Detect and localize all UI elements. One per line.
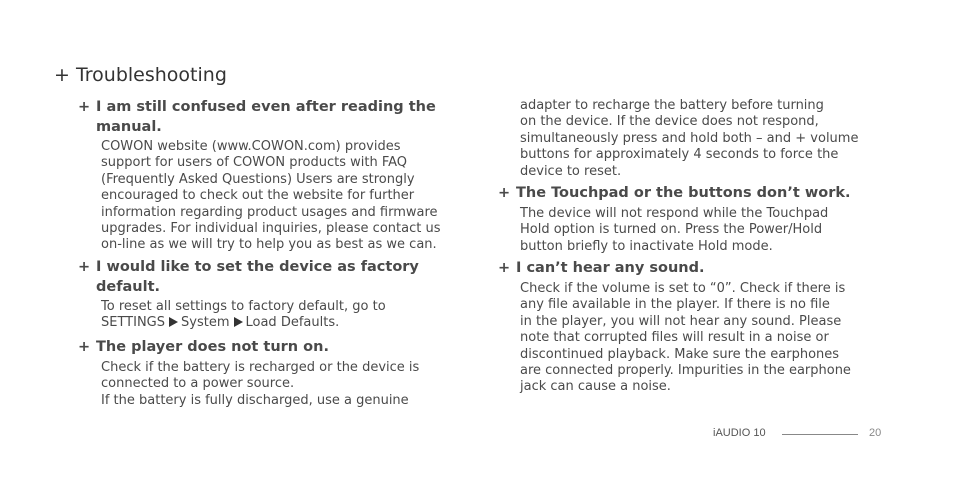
question-text: The Touchpad or the buttons don’t work.	[516, 185, 851, 201]
answer-line: encouraged to check out the website for further	[101, 188, 415, 204]
page-heading: + Troubleshooting	[54, 64, 227, 86]
faq-question-touchpad	[498, 183, 851, 203]
answer-line: Check if the battery is recharged or the device is	[101, 360, 420, 375]
answer-line: buttons for approximately 4 seconds to force the	[520, 147, 839, 163]
answer-line: in the player, you will not hear any sound. Please	[520, 313, 842, 329]
question-text: manual.	[96, 119, 162, 135]
question-text: The player does not turn on.	[96, 339, 329, 355]
bullet-plus: +	[78, 259, 91, 275]
faq-answer-manual	[101, 139, 440, 254]
answer-line: To reset all settings to factory default, go to	[101, 299, 386, 314]
answer-line: button briefly to inactivate Hold mode.	[520, 238, 773, 254]
answer-line: jack can cause a noise.	[520, 379, 671, 395]
question-text: I can’t hear any sound.	[516, 260, 705, 276]
answer-line: information regarding product usages and firmware	[101, 204, 438, 220]
answer-line: on-line as we will try to help you as best as we can.	[101, 237, 437, 253]
bullet-plus: +	[498, 185, 511, 201]
answer-line: The device will not respond while the Touchpad	[520, 206, 829, 221]
arrow-right-icon	[234, 317, 243, 327]
faq-question-sound	[498, 258, 705, 278]
bullet-plus: +	[78, 99, 91, 115]
faq-answer-factory-default	[101, 299, 386, 332]
footer-divider	[782, 434, 858, 435]
faq-question-manual	[78, 97, 436, 137]
arrow-right-icon	[169, 317, 178, 327]
answer-line: connected to a power source.	[101, 376, 295, 392]
menu-path	[101, 315, 386, 331]
answer-line: simultaneously press and hold both – and + volume	[520, 130, 859, 146]
bullet-plus: +	[78, 339, 91, 355]
answer-line: note that corrupted files will result in a noise or	[520, 330, 829, 346]
question-text: default.	[96, 279, 161, 295]
answer-line: If the battery is fully discharged, use a genuine	[101, 392, 409, 408]
answer-line: device to reset.	[520, 163, 622, 179]
faq-answer-touchpad	[520, 206, 828, 255]
answer-line: adapter to recharge the battery before turning	[520, 98, 824, 113]
answer-line: any file available in the player. If there is no file	[520, 297, 830, 313]
answer-line: Hold option is turned on. Press the Power/Hold	[520, 222, 823, 238]
answer-line: (Frequently Asked Questions) Users are strongly	[101, 171, 415, 187]
faq-answer-power	[101, 360, 419, 409]
faq-question-factory-default	[78, 257, 419, 297]
answer-line: upgrades. For individual inquiries, please contact us	[101, 221, 441, 237]
answer-line: are connected properly. Impurities in the earphone	[520, 363, 851, 379]
answer-line: COWON website (www.COWON.com) provides	[101, 139, 401, 154]
faq-answer-power-continued	[520, 98, 858, 180]
answer-line: Check if the volume is set to “0”. Check if there is	[520, 281, 846, 296]
bullet-plus: +	[498, 260, 511, 276]
faq-question-power	[78, 337, 329, 357]
menu-path-system: System	[181, 315, 230, 331]
answer-line: support for users of COWON products with FAQ	[101, 155, 408, 171]
menu-path-load-defaults: Load Defaults.	[245, 315, 340, 331]
question-text: I would like to set the device as factory	[96, 259, 419, 275]
faq-answer-sound	[520, 281, 851, 396]
menu-path-settings: SETTINGS	[101, 315, 166, 331]
answer-line: discontinued playback. Make sure the earphones	[520, 346, 840, 362]
footer-brand: iAUDIO 10	[713, 427, 766, 439]
answer-line: on the device. If the device does not respond,	[520, 114, 819, 130]
page-number: 20	[869, 427, 882, 439]
question-text: I am still confused even after reading the	[96, 99, 436, 115]
